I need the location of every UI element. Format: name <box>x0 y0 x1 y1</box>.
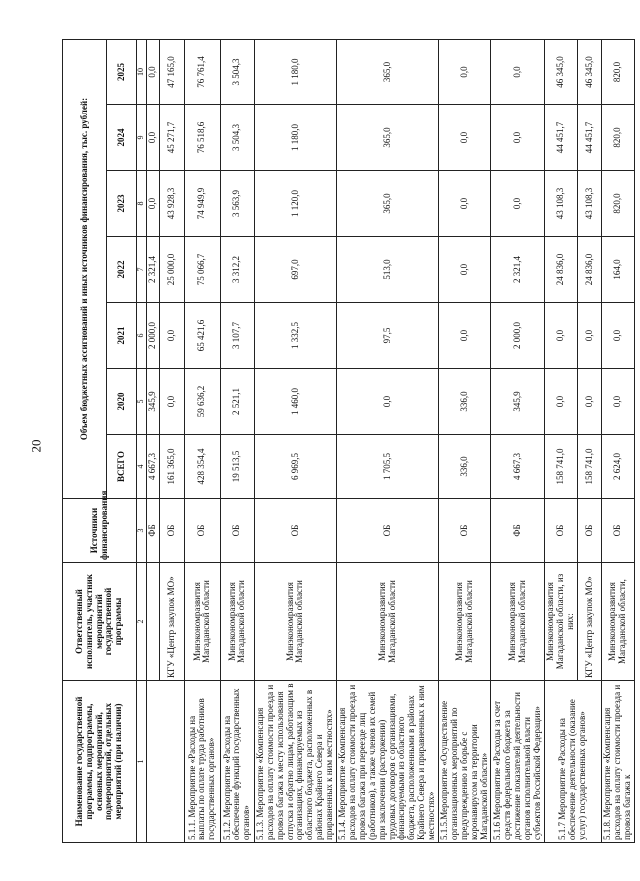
value-cell: 1 180,0 <box>254 105 336 171</box>
value-cell: 1 120,0 <box>254 171 336 237</box>
value-cell: 0,0 <box>439 39 491 104</box>
value-cell: 158 741,0 <box>545 435 578 499</box>
row-source: ОБ <box>159 499 184 563</box>
index-cell: 10 <box>137 39 147 104</box>
value-cell: 1 460,0 <box>254 369 336 435</box>
value-cell: 44 451,7 <box>578 105 602 171</box>
row-source: ОБ <box>439 499 491 563</box>
table-row <box>220 39 254 842</box>
row-name: 5.1.7 Мероприятие «Расходы на обеспечение деятельности (оказание услуг) государственных органов» <box>545 681 602 843</box>
value-cell: 820,0 <box>602 105 635 171</box>
value-cell: 65 421,6 <box>184 303 220 369</box>
value-cell: 25 000,0 <box>159 237 184 303</box>
value-cell: 2 000,0 <box>147 303 160 369</box>
value-cell: 24 836,0 <box>578 237 602 303</box>
row-name <box>147 681 185 843</box>
value-cell: 19 513,5 <box>220 435 254 499</box>
table-row <box>545 39 578 842</box>
row-name: 5.1.6 Мероприятие «Расходы за счет средств федерального бюджета за достижение показателей деятельности органов исполнительной власти субъектов Российской Федерации» <box>491 681 545 843</box>
value-cell: 820,0 <box>602 39 635 104</box>
value-cell: 0,0 <box>439 171 491 237</box>
row-name: 5.1.5.Мероприятие «Осуществление организационных мероприятий по предупреждению и борьбе с коронавирусом на территории Магаданской области» <box>439 681 491 843</box>
value-cell: 74 949,9 <box>184 171 220 237</box>
value-cell: 24 836,0 <box>545 237 578 303</box>
value-cell: 1 332,5 <box>254 303 336 369</box>
value-cell: 3 504,3 <box>220 105 254 171</box>
row-source: ОБ <box>578 499 602 563</box>
value-cell: 0,0 <box>545 303 578 369</box>
value-cell: 336,0 <box>439 369 491 435</box>
header-year: 2022 <box>107 237 137 303</box>
value-cell: 0,0 <box>491 105 545 171</box>
value-cell: 47 165,0 <box>159 39 184 104</box>
budget-table <box>62 39 635 843</box>
value-cell: 345,9 <box>491 369 545 435</box>
value-cell: 46 345,0 <box>545 39 578 104</box>
row-name: 5.1.8. Мероприятие «Компенсация расходов на оплату стоимости проезда и провоза багажа к <box>602 681 635 843</box>
row-source: ОБ <box>545 499 578 563</box>
value-cell: 820,0 <box>602 171 635 237</box>
table-row <box>337 39 439 842</box>
value-cell: 3 107,7 <box>220 303 254 369</box>
index-cell: 4 <box>137 435 147 499</box>
header-year: 2020 <box>107 369 137 435</box>
header-year: 2021 <box>107 303 137 369</box>
row-source: ОБ <box>254 499 336 563</box>
value-cell: 365,0 <box>337 171 439 237</box>
value-cell: 45 271,7 <box>159 105 184 171</box>
row-executor: Минэкономразвития Магаданской области, из них: <box>545 563 578 681</box>
value-cell: 365,0 <box>337 39 439 104</box>
value-cell: 0,0 <box>578 303 602 369</box>
value-cell: 44 451,7 <box>545 105 578 171</box>
value-cell: 428 354,4 <box>184 435 220 499</box>
header-budget-group: Объем бюджетных ассигнований и иных источников финансирования, тыс. рублей: <box>63 39 107 498</box>
header-total: ВСЕГО <box>107 435 137 499</box>
table-row <box>602 39 635 842</box>
header-year: 2025 <box>107 39 137 104</box>
index-cell: 5 <box>137 369 147 435</box>
row-name: 5.1.1. Мероприятие «Расходы на выплаты по оплате труда работников государственных органов» <box>184 681 220 843</box>
row-executor: Минэкономразвития Магаданской области <box>220 563 254 681</box>
index-cell: 9 <box>137 105 147 171</box>
value-cell: 75 066,7 <box>184 237 220 303</box>
row-source: ОБ <box>184 499 220 563</box>
row-executor: Минэкономразвития Магаданской области <box>254 563 336 681</box>
header-source: Источники финансирования <box>63 499 137 563</box>
index-cell: 2 <box>137 563 147 681</box>
value-cell: 697,0 <box>254 237 336 303</box>
header-name: Наименование государственной программы, подпрограммы, основных мероприятий, подмероприятий, отдельных мероприятий (при наличии) <box>63 681 137 843</box>
row-name: 5.1.2. Мероприятие «Расходы на обеспечение функций государственных органов» <box>220 681 254 843</box>
value-cell: 0,0 <box>602 369 635 435</box>
value-cell: 1 705,5 <box>337 435 439 499</box>
header-year: 2024 <box>107 105 137 171</box>
value-cell: 59 636,2 <box>184 369 220 435</box>
value-cell: 0,0 <box>545 369 578 435</box>
index-cell: 6 <box>137 303 147 369</box>
value-cell: 513,0 <box>337 237 439 303</box>
value-cell: 4 667,3 <box>491 435 545 499</box>
value-cell: 0,0 <box>147 105 160 171</box>
value-cell: 365,0 <box>337 105 439 171</box>
value-cell: 76 761,4 <box>184 39 220 104</box>
header-year: 2023 <box>107 171 137 237</box>
row-executor: Минэкономразвития Магаданской области <box>439 563 491 681</box>
row-executor <box>147 563 160 681</box>
value-cell: 0,0 <box>578 369 602 435</box>
value-cell: 0,0 <box>337 369 439 435</box>
value-cell: 3 504,3 <box>220 39 254 104</box>
value-cell: 6 969,5 <box>254 435 336 499</box>
value-cell: 2 000,0 <box>491 303 545 369</box>
value-cell: 0,0 <box>491 171 545 237</box>
value-cell: 43 108,3 <box>578 171 602 237</box>
value-cell: 97,5 <box>337 303 439 369</box>
value-cell: 0,0 <box>147 171 160 237</box>
table-row <box>439 39 491 842</box>
row-executor: Минэкономразвития Магаданской области <box>184 563 220 681</box>
value-cell: 2 624,0 <box>602 435 635 499</box>
value-cell: 161 365,0 <box>159 435 184 499</box>
value-cell: 0,0 <box>159 369 184 435</box>
row-source: ОБ <box>602 499 635 563</box>
value-cell: 336,0 <box>439 435 491 499</box>
table-row <box>491 39 545 842</box>
value-cell: 164,0 <box>602 237 635 303</box>
row-source: ОБ <box>337 499 439 563</box>
value-cell: 0,0 <box>491 39 545 104</box>
value-cell: 3 312,2 <box>220 237 254 303</box>
table-row <box>184 39 220 842</box>
value-cell: 43 928,3 <box>159 171 184 237</box>
row-executor: КГУ «Центр закупок МО» <box>578 563 602 681</box>
row-executor: Минэкономразвития Магаданской области, <box>602 563 635 681</box>
value-cell: 1 180,0 <box>254 39 336 104</box>
value-cell: 4 667,3 <box>147 435 160 499</box>
index-cell: 3 <box>137 499 147 563</box>
value-cell: 43 108,3 <box>545 171 578 237</box>
row-name: 5.1.3. Мероприятие «Компенсация расходов на оплату стоимости проезда и провоза багажа к месту использования отпуска и обратно лицам, работающим в организациях, финансируемых из областного бюджета, расположенных в районах Крайнего Севера и приравненных к ним местностях» <box>254 681 336 843</box>
value-cell: 2 521,1 <box>220 369 254 435</box>
page-number: 20 <box>28 439 44 453</box>
header-executor: Ответственный исполнитель, участник мероприятий государственной программы <box>63 563 137 681</box>
index-cell: 1 <box>137 681 147 843</box>
row-source: ФБ <box>147 499 160 563</box>
value-cell: 0,0 <box>159 303 184 369</box>
row-executor: КГУ «Центр закупок МО» <box>159 563 184 681</box>
value-cell: 3 563,9 <box>220 171 254 237</box>
value-cell: 76 518,6 <box>184 105 220 171</box>
value-cell: 0,0 <box>439 237 491 303</box>
row-executor: Минэкономразвития Магаданской области <box>337 563 439 681</box>
index-cell: 7 <box>137 237 147 303</box>
value-cell: 0,0 <box>602 303 635 369</box>
row-source: ОБ <box>220 499 254 563</box>
value-cell: 2 321,4 <box>491 237 545 303</box>
value-cell: 158 741,0 <box>578 435 602 499</box>
value-cell: 0,0 <box>439 303 491 369</box>
rotated-page <box>62 40 632 843</box>
index-cell: 8 <box>137 171 147 237</box>
value-cell: 0,0 <box>147 39 160 104</box>
table-wrapper <box>62 40 632 843</box>
row-name: 5.1.4. Мероприятие «Компенсация расходов на оплату стоимости проезда и провоза багажа при переезде лиц (работников), а также членов их семей при заключении (расторжении) трудовых договоров с организациями, финансируемыми из областного бюджета, расположенными в районах Крайнего Севера и приравненных к ним местностях» <box>337 681 439 843</box>
row-executor: Минэкономразвития Магаданской области <box>491 563 545 681</box>
table-row <box>254 39 336 842</box>
row-source: ФБ <box>491 499 545 563</box>
value-cell: 46 345,0 <box>578 39 602 104</box>
value-cell: 2 321,4 <box>147 237 160 303</box>
value-cell: 0,0 <box>439 105 491 171</box>
table-row <box>147 39 160 842</box>
value-cell: 345,9 <box>147 369 160 435</box>
